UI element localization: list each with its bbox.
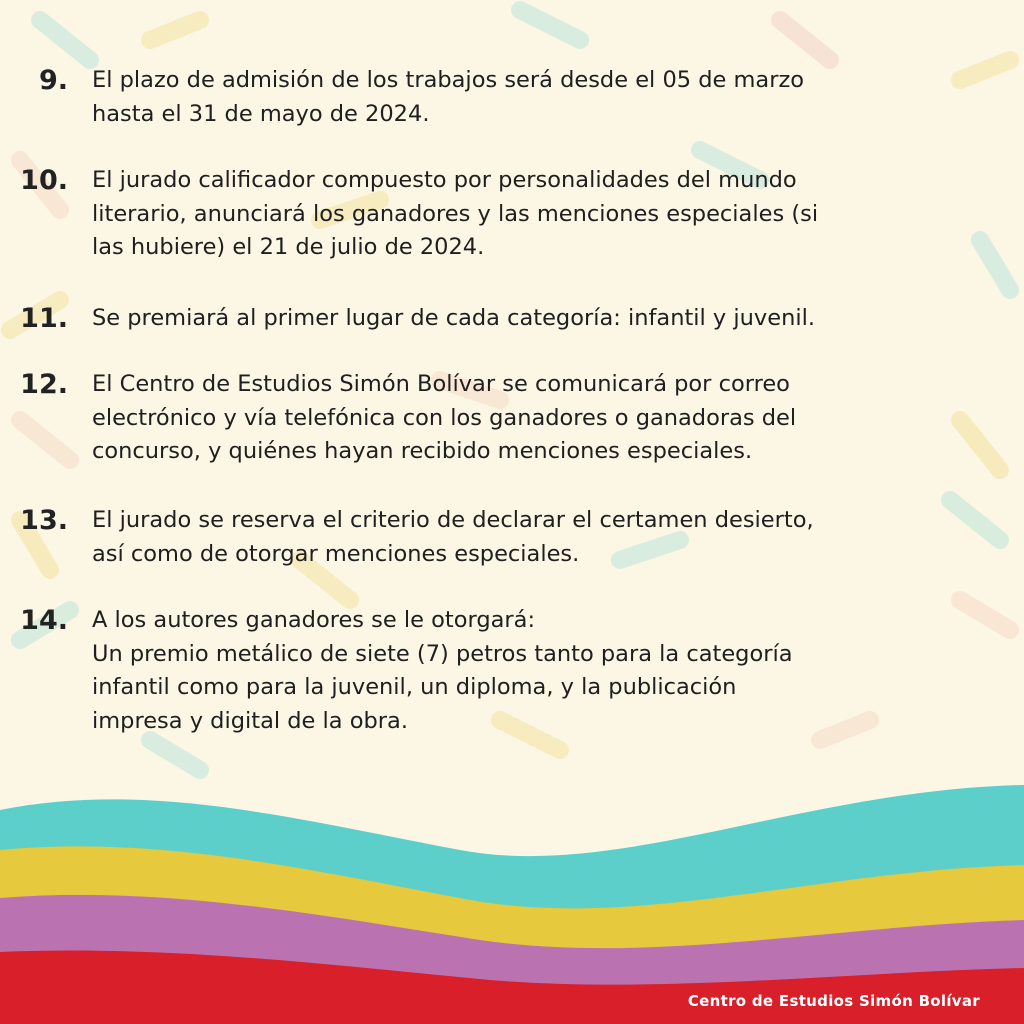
item-line: concurso, y quiénes hayan recibido menciones especiales. [92,438,753,464]
item-line: las hubiere) el 21 de julio de 2024. [92,234,485,260]
item-text [92,504,924,571]
organization-name: Centro de Estudios Simón Bolívar [687,992,980,1010]
item-line: Un premio metálico de siete (7) petros tanto para la categoría [92,640,793,667]
item-text [92,368,924,469]
item-number: 11. [20,303,68,334]
item-line: El jurado calificador compuesto por personalidades del mundo [92,167,797,193]
item-line: El plazo de admisión de los trabajos será desde el 05 de marzo [92,67,805,93]
item-line: electrónico y vía telefónica con los ganadores o ganadoras del [92,404,797,431]
item-number: 13. [20,505,68,536]
item-text [92,64,924,131]
decorative-waves [0,780,1024,1024]
item-line: así como de otorgar menciones especiales. [92,540,580,567]
item-text [92,604,924,738]
item-line: impresa y digital de la obra. [92,707,408,734]
item-text [92,164,924,265]
item-line: infantil como para la juvenil, un diploma, y la publicación [92,674,737,700]
item-text [92,302,924,336]
item-line: El Centro de Estudios Simón Bolívar se comunicará por correo [92,371,790,397]
item-number: 9. [38,65,68,96]
item-number: 14. [20,605,68,636]
item-line: Se premiará al primer lugar de cada categoría: infantil y juvenil. [92,305,815,331]
item-number: 12. [20,369,68,400]
item-line: El jurado se reserva el criterio de declarar el certamen desierto, [92,507,814,533]
item-number: 10. [20,165,68,196]
item-line: literario, anunciará los ganadores y las menciones especiales (si [92,200,819,227]
item-line: hasta el 31 de mayo de 2024. [92,100,430,127]
item-line: A los autores ganadores se le otorgará: [92,607,536,633]
